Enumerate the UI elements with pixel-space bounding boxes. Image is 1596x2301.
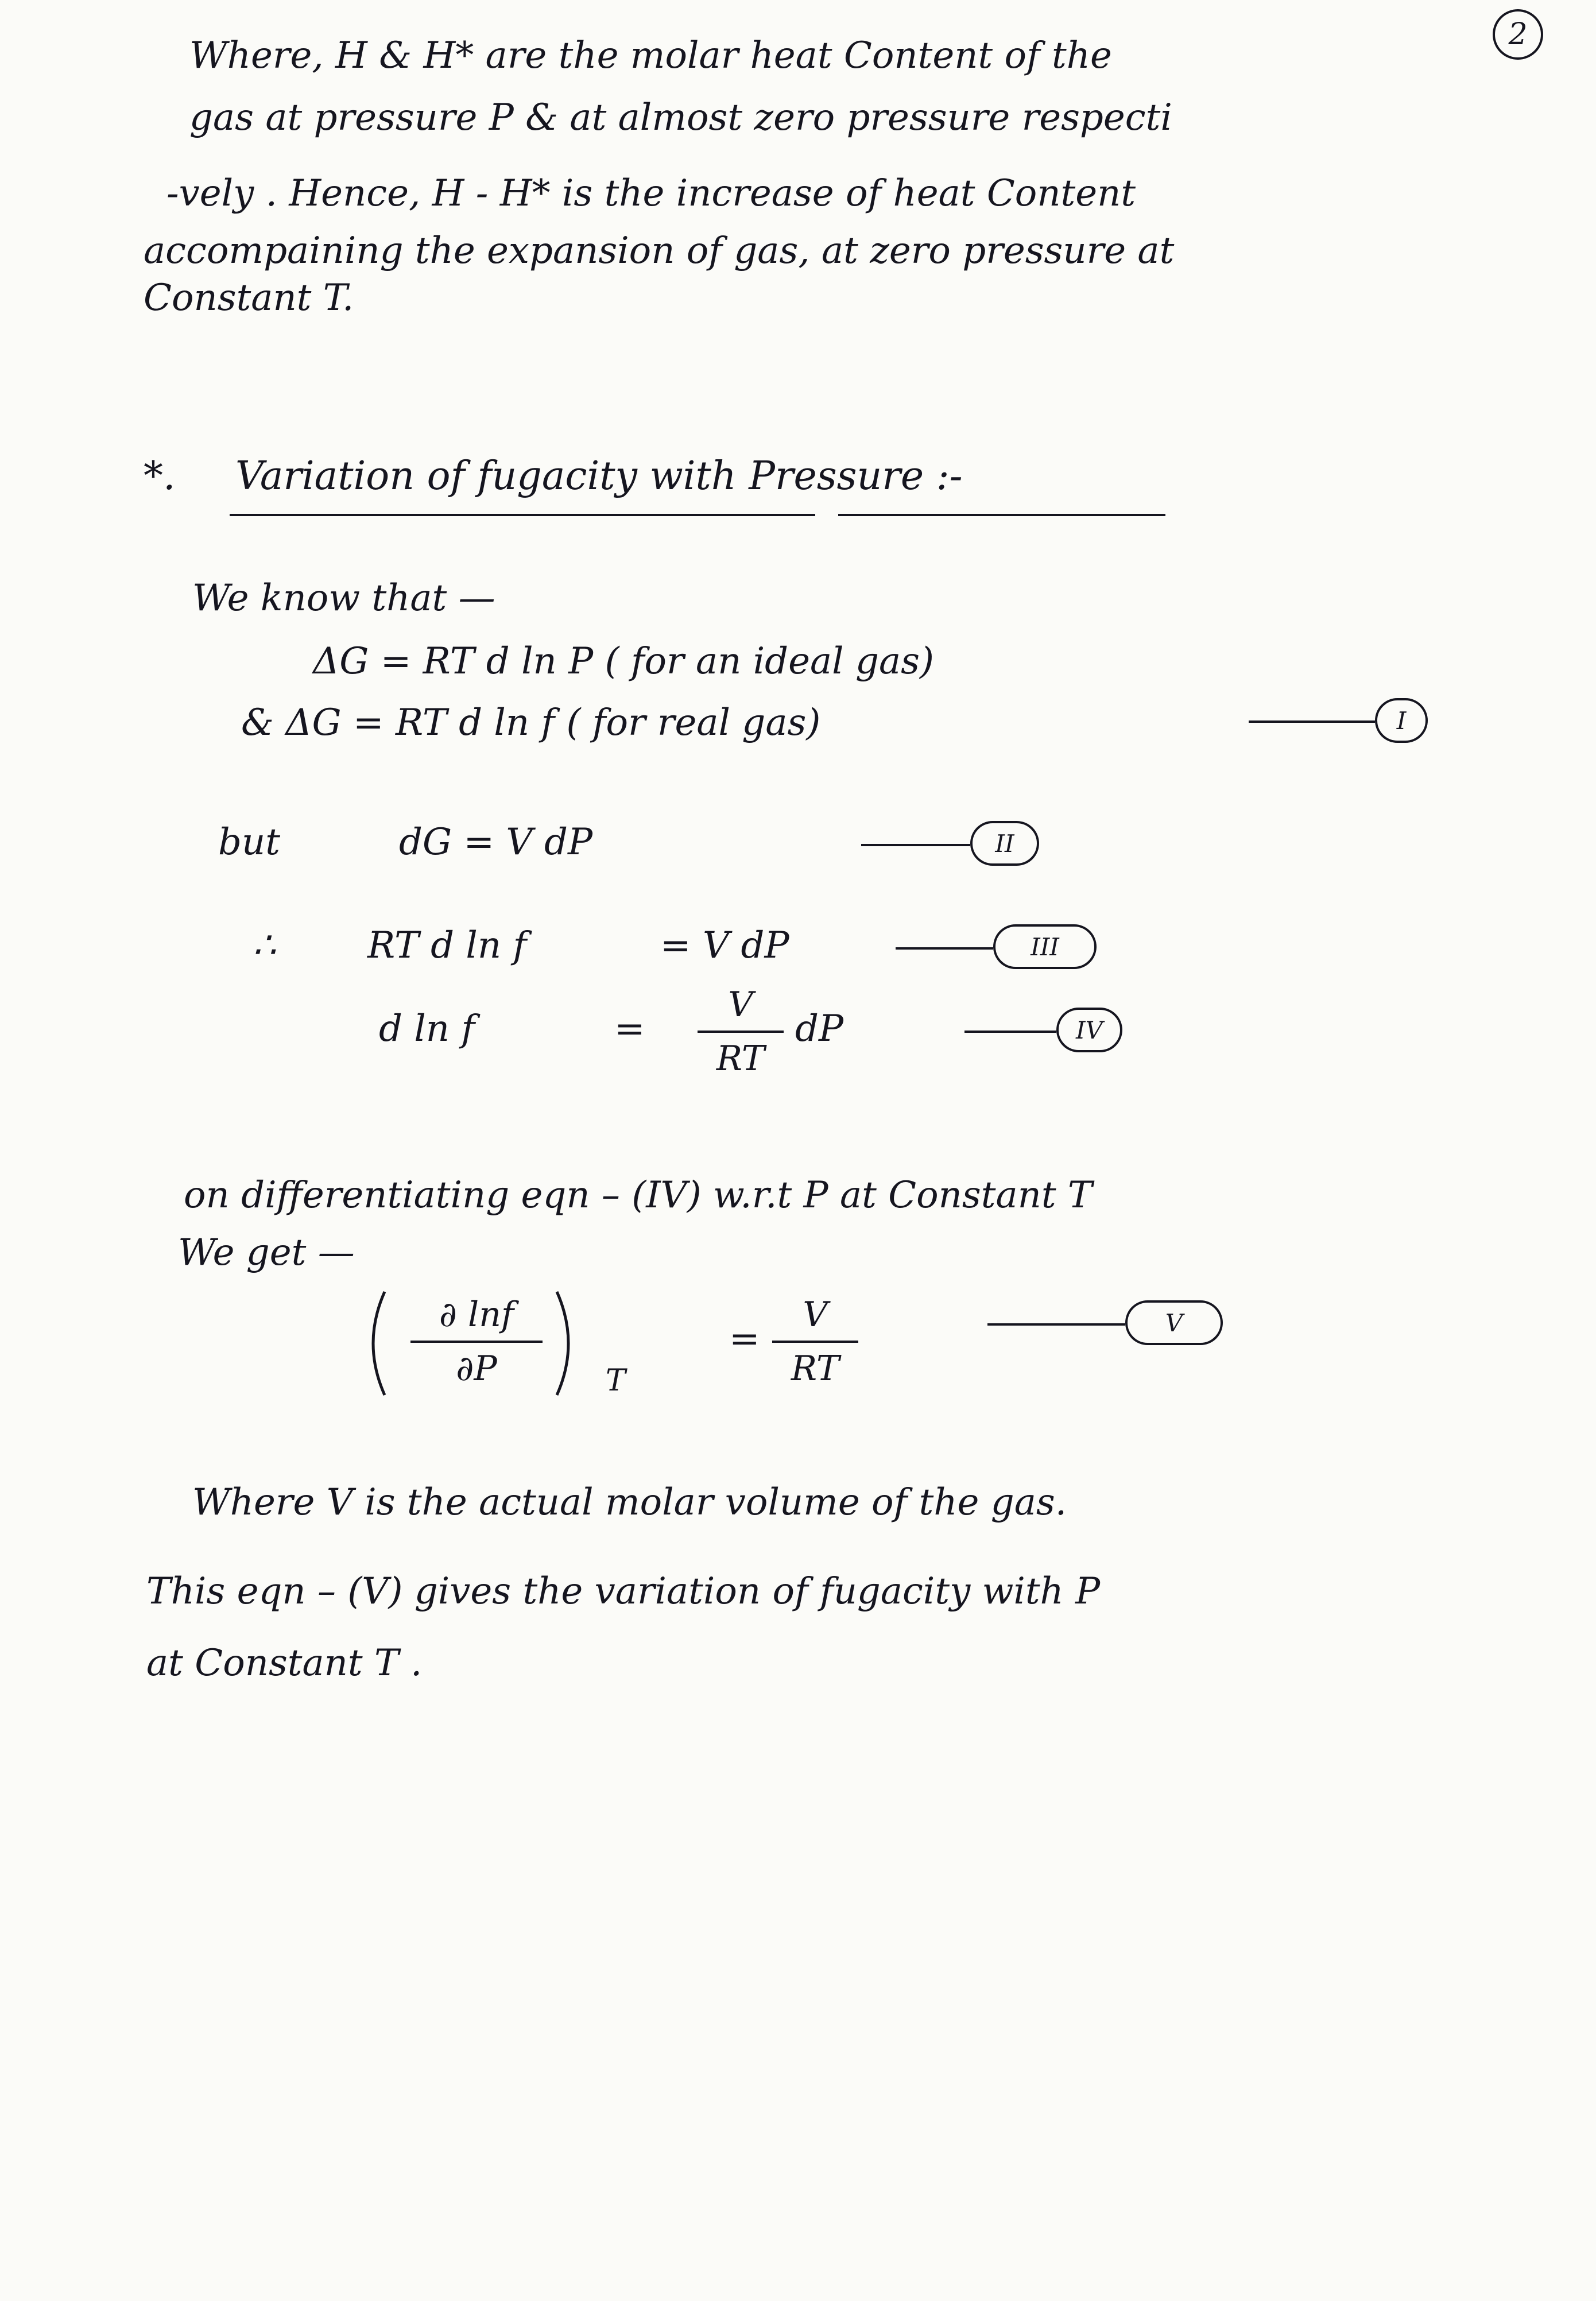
- differentiating-line: on differentiating eqn – (IV) w.r.t P at Constant T: [184, 1174, 1093, 1217]
- equation-tag-3: III: [993, 924, 1097, 969]
- equation-4-dp: dP: [795, 1008, 844, 1050]
- we-get-line: We get —: [178, 1231, 355, 1274]
- equation-4-lhs: d ln f: [379, 1008, 475, 1050]
- equation-5-rhs-denominator: RT: [791, 1349, 840, 1389]
- intro-line-1: Where, H & H* are the molar heat Content of the: [189, 34, 1112, 77]
- equation-3-lhs: RT d ln f: [367, 924, 527, 967]
- tag-connector-1: [1249, 720, 1375, 723]
- equation-5-rhs-fraction: [772, 1295, 858, 1389]
- therefore-symbol: ∴: [253, 924, 276, 967]
- fraction-bar: [772, 1341, 858, 1343]
- tag-connector-5: [987, 1323, 1125, 1326]
- page-number: 2: [1493, 9, 1543, 60]
- equation-dg-vdp: dG = V dP: [399, 821, 592, 863]
- section-title-underline-2: [838, 514, 1165, 516]
- section-title-underline: [230, 514, 815, 516]
- conclusion-line: This eqn – (V) gives the variation of fugacity with P: [146, 1570, 1101, 1613]
- equation-tag-2: II: [970, 821, 1039, 866]
- tag-connector-3: [896, 947, 993, 950]
- but-label: but: [218, 821, 280, 863]
- equation-5-rhs-numerator: V: [803, 1295, 828, 1335]
- we-know-line: We know that —: [192, 577, 495, 619]
- intro-line-5: Constant T.: [144, 277, 354, 319]
- fraction-bar: [410, 1341, 543, 1343]
- equation-5-subscript: T: [606, 1363, 626, 1398]
- tag-connector-4: [964, 1031, 1056, 1033]
- section-title: Variation of fugacity with Pressure :-: [235, 454, 963, 499]
- equation-3-rhs: = V dP: [660, 924, 789, 967]
- equation-tag-4: IV: [1056, 1008, 1122, 1052]
- equation-5-denominator: ∂P: [456, 1349, 497, 1389]
- equation-ideal-gas: ΔG = RT d ln P ( for an ideal gas): [313, 640, 934, 683]
- intro-line-3: -vely . Hence, H - H* is the increase of heat Content: [166, 172, 1136, 215]
- equation-5-lhs-fraction: [410, 1295, 543, 1389]
- fraction-bar: [698, 1031, 784, 1033]
- equation-real-gas: & ΔG = RT d ln f ( for real gas): [241, 702, 821, 744]
- intro-line-4: accompaining the expansion of gas, at zero pressure at: [144, 230, 1175, 272]
- where-v-line: Where V is the actual molar volume of the gas.: [192, 1481, 1067, 1524]
- equation-4-numerator: V: [728, 985, 753, 1025]
- tag-connector-2: [861, 844, 970, 846]
- equation-4-denominator: RT: [716, 1039, 765, 1079]
- equation-5-numerator: ∂ lnf: [439, 1295, 514, 1335]
- intro-line-2: gas at pressure P & at almost zero pressure respecti: [189, 96, 1172, 139]
- equation-tag-1: I: [1375, 698, 1428, 743]
- equation-4-equals: =: [614, 1008, 645, 1050]
- equation-4-fraction: [698, 985, 784, 1079]
- constant-t-line: at Constant T .: [146, 1642, 423, 1684]
- section-bullet: *.: [144, 454, 176, 499]
- equation-5-equals: =: [729, 1318, 760, 1360]
- equation-tag-5: V: [1125, 1300, 1223, 1345]
